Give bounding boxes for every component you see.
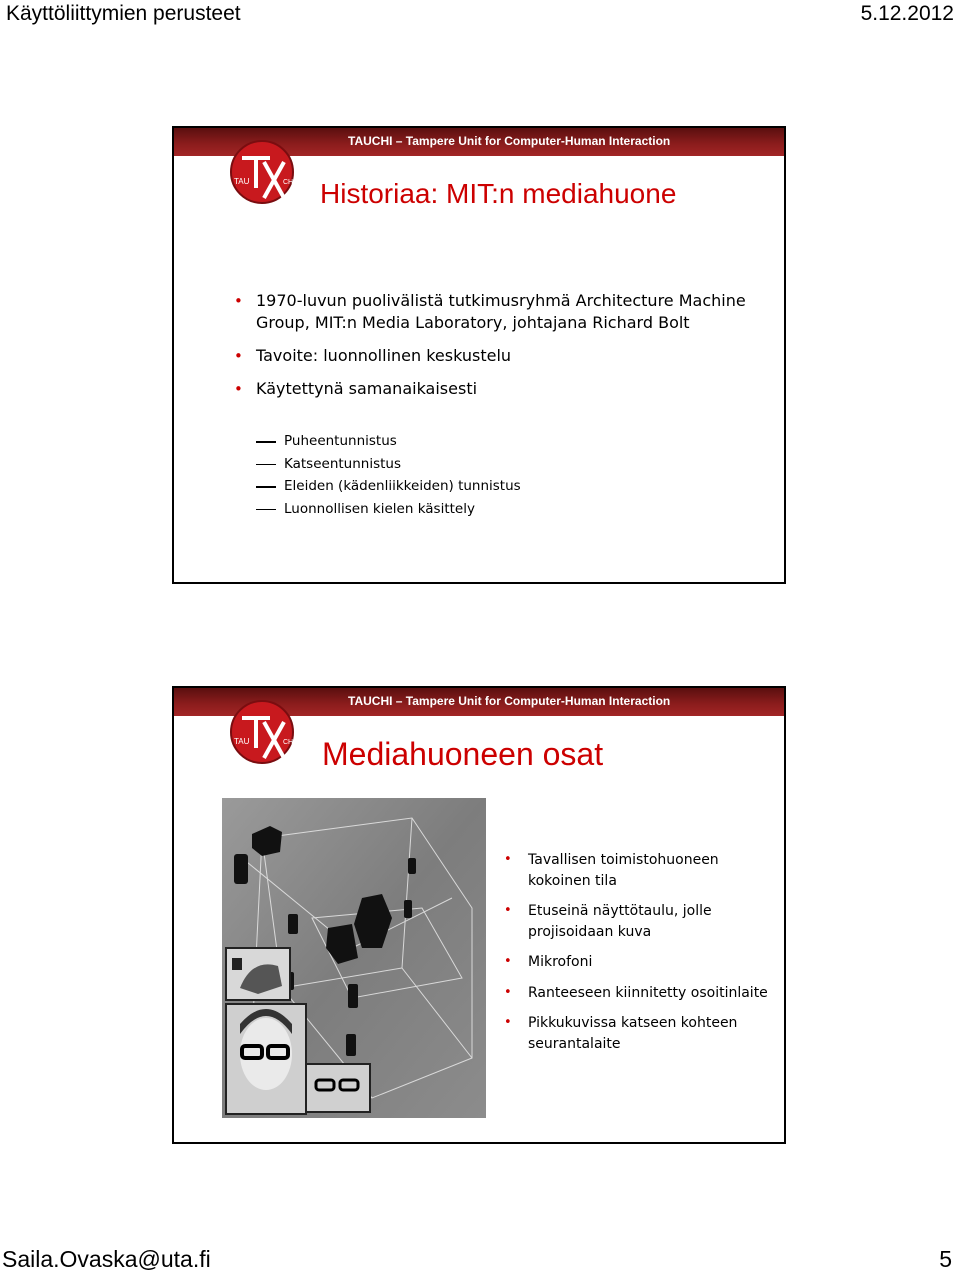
svg-text:TAU: TAU bbox=[234, 737, 250, 746]
tauchi-logo-icon bbox=[228, 136, 300, 204]
sub-bullet-item: Eleiden (kädenliikkeiden) tunnistus bbox=[256, 475, 736, 498]
bullet-item: • 1970-luvun puolivälistä tutkimusryhmä Architecture Machine Group, MIT:n Media Laboratory, johtajana Richard Bolt bbox=[230, 290, 750, 334]
slide-2 bbox=[172, 686, 786, 1144]
sub-bullet-item: Luonnollisen kielen käsittely bbox=[256, 498, 736, 521]
bullet-list bbox=[502, 850, 774, 1064]
svg-text:CHI: CHI bbox=[283, 179, 296, 186]
bullet-item: • Etuseinä näyttötaulu, jolle projisoidaan kuva bbox=[502, 901, 774, 942]
svg-text:CHI: CHI bbox=[283, 739, 296, 746]
bullet-item: • Ranteeseen kiinnitetty osoitinlaite bbox=[502, 983, 774, 1004]
tauchi-logo-icon bbox=[228, 696, 300, 764]
bullet-item: • Käytettynä samanaikaisesti bbox=[230, 378, 750, 400]
slide-title: Mediahuoneen osat bbox=[322, 736, 604, 772]
bullet-item: • Tavallisen toimistohuoneen kokoinen tila bbox=[502, 850, 774, 891]
bullet-item: • Mikrofoni bbox=[502, 952, 774, 973]
bullet-list bbox=[230, 290, 750, 411]
slide-title: Historiaa: MIT:n mediahuone bbox=[320, 178, 677, 209]
page-number: 5 bbox=[939, 1246, 952, 1272]
band-text: TAUCHI – Tampere Unit for Computer-Human Interaction bbox=[348, 134, 671, 148]
band-text: TAUCHI – Tampere Unit for Computer-Human Interaction bbox=[348, 694, 671, 708]
sub-bullet-item: Katseentunnistus bbox=[256, 453, 736, 476]
sub-bullet-item: Puheentunnistus bbox=[256, 430, 736, 453]
document-date: 5.12.2012 bbox=[860, 2, 954, 25]
media-room-photo bbox=[222, 798, 486, 1118]
sub-bullet-list bbox=[256, 430, 736, 520]
bullet-item: • Pikkukuvissa katseen kohteen seurantalaite bbox=[502, 1013, 774, 1054]
document-title: Käyttöliittymien perusteet bbox=[6, 2, 241, 25]
bullet-item: • Tavoite: luonnollinen keskustelu bbox=[230, 345, 750, 367]
svg-text:TAU: TAU bbox=[234, 177, 250, 186]
author-email: Saila.Ovaska@uta.fi bbox=[2, 1246, 211, 1272]
slide-1 bbox=[172, 126, 786, 584]
